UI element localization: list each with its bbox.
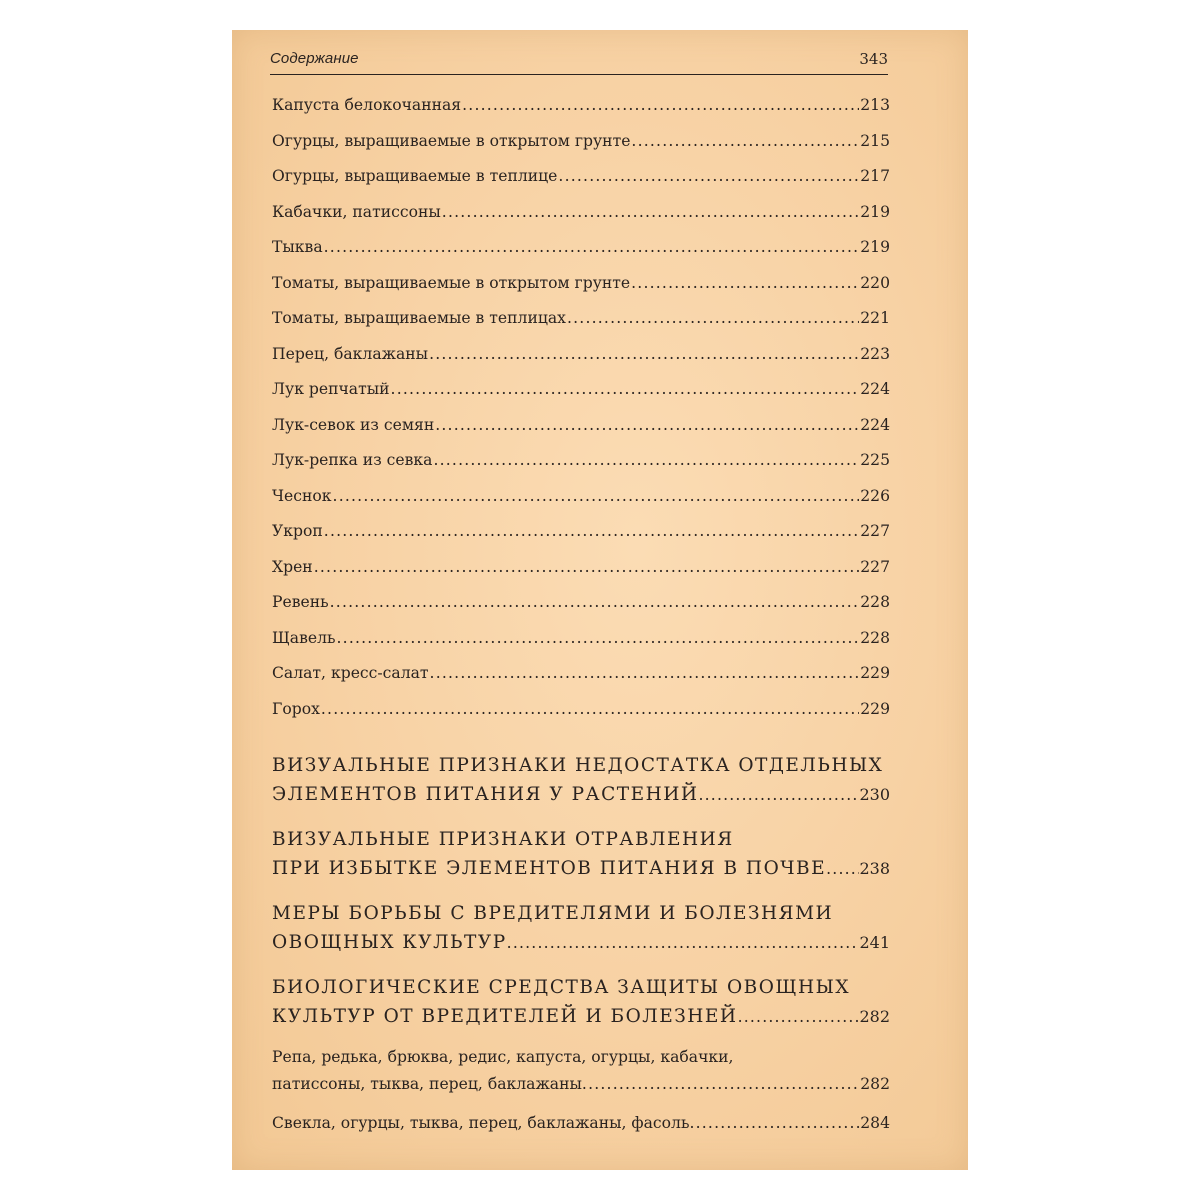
toc-entry xyxy=(272,124,890,160)
toc-section xyxy=(272,973,890,1032)
toc-entry-page: 229 xyxy=(860,664,890,682)
toc-section-title-line2: ОВОЩНЫХ КУЛЬТУР xyxy=(272,932,507,953)
dot-leader xyxy=(826,855,859,884)
toc-sub-entry-line2 xyxy=(272,1071,890,1098)
dot-leader xyxy=(333,479,860,515)
dot-leader xyxy=(324,514,859,550)
toc-section-line2 xyxy=(272,928,890,958)
toc-section-title-line1: ВИЗУАЛЬНЫЕ ПРИЗНАКИ НЕДОСТАТКА ОТДЕЛЬНЫХ xyxy=(272,755,884,776)
running-head-section: Содержание xyxy=(270,50,359,67)
toc-entry-page: 224 xyxy=(860,415,890,434)
toc-entry-title: Лук репчатый xyxy=(272,380,390,398)
toc-entry xyxy=(272,408,890,444)
toc-entry-title: Огурцы, выращиваемые в открытом грунте xyxy=(272,131,631,150)
toc-entry-title: Томаты, выращиваемые в теплицах xyxy=(272,309,566,327)
toc-sub-entry-page: 282 xyxy=(860,1075,890,1093)
toc-entry-title: Чеснок xyxy=(272,486,332,505)
dot-leader xyxy=(321,692,859,728)
toc-entry-title: Щавель xyxy=(272,628,336,647)
toc-entry-page: 227 xyxy=(860,557,890,576)
toc-entry xyxy=(272,301,890,337)
toc-section-title-line2: КУЛЬТУР ОТ ВРЕДИТЕЛЕЙ И БОЛЕЗНЕЙ xyxy=(272,1006,738,1027)
toc-section-page: 241 xyxy=(859,933,890,952)
dot-leader xyxy=(433,443,859,479)
toc-entry-title: Хрен xyxy=(272,557,313,576)
toc-sub-entry-title: патиссоны, тыква, перец, баклажаны xyxy=(272,1075,582,1093)
toc-entry-title: Тыква xyxy=(272,238,323,256)
dot-leader xyxy=(435,408,859,444)
toc-entry xyxy=(272,443,890,479)
toc-sub-entry xyxy=(272,1044,890,1098)
dot-leader xyxy=(430,656,860,692)
toc-entry-title: Укроп xyxy=(272,522,323,540)
toc-section-page: 238 xyxy=(859,859,890,878)
toc-section xyxy=(272,751,890,810)
toc-entry-title: Огурцы, выращиваемые в теплице xyxy=(272,167,558,185)
dot-leader xyxy=(324,230,860,266)
toc-entry-title: Кабачки, патиссоны xyxy=(272,202,441,221)
toc-entry-page: 223 xyxy=(860,344,890,363)
dot-leader xyxy=(314,550,860,586)
table-of-contents xyxy=(272,88,890,1137)
book-page xyxy=(232,30,968,1170)
toc-entry-title: Томаты, выращиваемые в открытом грунте xyxy=(272,273,631,292)
toc-entry xyxy=(272,230,890,266)
toc-section-line2 xyxy=(272,1002,890,1032)
dot-leader xyxy=(391,372,860,408)
toc-entry-page: 220 xyxy=(860,273,890,292)
toc-entry-title: Салат, кресс-салат xyxy=(272,664,429,682)
toc-entry xyxy=(272,479,890,515)
toc-entry xyxy=(272,372,890,408)
toc-section-line2 xyxy=(272,780,890,810)
toc-section-title-line2: ПРИ ИЗБЫТКЕ ЭЛЕМЕНТОВ ПИТАНИЯ В ПОЧВЕ xyxy=(272,858,827,879)
toc-entry-page: 213 xyxy=(860,96,890,114)
dot-leader xyxy=(738,1003,860,1032)
toc-entry-page: 219 xyxy=(860,202,890,221)
toc-entry-page: 226 xyxy=(860,486,890,505)
toc-entry xyxy=(272,159,890,195)
toc-entry-title: Лук-севок из семян xyxy=(272,415,435,434)
toc-entry xyxy=(272,656,890,692)
toc-entry-page: 224 xyxy=(860,380,890,398)
toc-entry-page: 229 xyxy=(860,699,890,718)
toc-entry xyxy=(272,514,890,550)
toc-entry-page: 219 xyxy=(860,238,890,256)
toc-sub-entry xyxy=(272,1110,890,1137)
toc-entry-page: 225 xyxy=(860,451,890,469)
toc-entry xyxy=(272,585,890,621)
toc-sub-entry-line2 xyxy=(272,1110,890,1137)
toc-entry xyxy=(272,266,890,302)
toc-entry-title: Капуста белокочанная xyxy=(272,96,462,114)
toc-section-title-line1: БИОЛОГИЧЕСКИЕ СРЕДСТВА ЗАЩИТЫ ОВОЩНЫХ xyxy=(272,977,851,998)
dot-leader xyxy=(558,159,859,195)
dot-leader xyxy=(507,929,860,958)
toc-entry-page: 221 xyxy=(860,309,890,327)
toc-section-title-line1: МЕРЫ БОРЬБЫ С ВРЕДИТЕЛЯМИ И БОЛЕЗНЯМИ xyxy=(272,903,834,924)
toc-entry-title: Лук-репка из севка xyxy=(272,451,433,469)
toc-entry-title: Горох xyxy=(272,699,320,718)
toc-section xyxy=(272,825,890,884)
toc-sub-entry-title: Свекла, огурцы, тыква, перец, баклажаны, фасоль xyxy=(272,1114,690,1132)
dot-leader xyxy=(462,88,859,124)
toc-entry xyxy=(272,692,890,728)
dot-leader xyxy=(631,124,859,160)
toc-section-page: 282 xyxy=(859,1007,890,1026)
toc-entry-page: 215 xyxy=(860,131,890,150)
toc-entry-page: 228 xyxy=(860,628,890,647)
dot-leader xyxy=(442,195,859,231)
toc-sub-entry-page: 284 xyxy=(860,1114,890,1132)
toc-entry xyxy=(272,621,890,657)
toc-sub-entry-line1: Репа, редька, брюква, редис, капуста, огурцы, кабачки, xyxy=(272,1048,734,1066)
running-head-page-number: 343 xyxy=(859,50,888,68)
toc-entry-title: Перец, баклажаны xyxy=(272,344,429,363)
toc-section-title-line1: ВИЗУАЛЬНЫЕ ПРИЗНАКИ ОТРАВЛЕНИЯ xyxy=(272,829,734,850)
dot-leader xyxy=(689,1110,860,1137)
running-head xyxy=(270,48,888,75)
dot-leader xyxy=(337,621,860,657)
toc-entry-title: Ревень xyxy=(272,593,329,611)
toc-entry xyxy=(272,195,890,231)
dot-leader xyxy=(429,337,859,373)
dot-leader xyxy=(582,1071,860,1098)
toc-entry xyxy=(272,88,890,124)
dot-leader xyxy=(631,266,859,302)
dot-leader xyxy=(698,781,859,810)
toc-entry-page: 228 xyxy=(860,593,890,611)
dot-leader xyxy=(330,585,860,621)
toc-entry xyxy=(272,550,890,586)
toc-entry xyxy=(272,337,890,373)
toc-entry-page: 217 xyxy=(860,167,890,185)
toc-section xyxy=(272,899,890,958)
toc-section-title-line2: ЭЛЕМЕНТОВ ПИТАНИЯ У РАСТЕНИЙ xyxy=(272,784,699,805)
toc-section-line2 xyxy=(272,854,890,884)
dot-leader xyxy=(567,301,859,337)
toc-section-page: 230 xyxy=(859,785,890,804)
toc-entry-page: 227 xyxy=(860,522,890,540)
